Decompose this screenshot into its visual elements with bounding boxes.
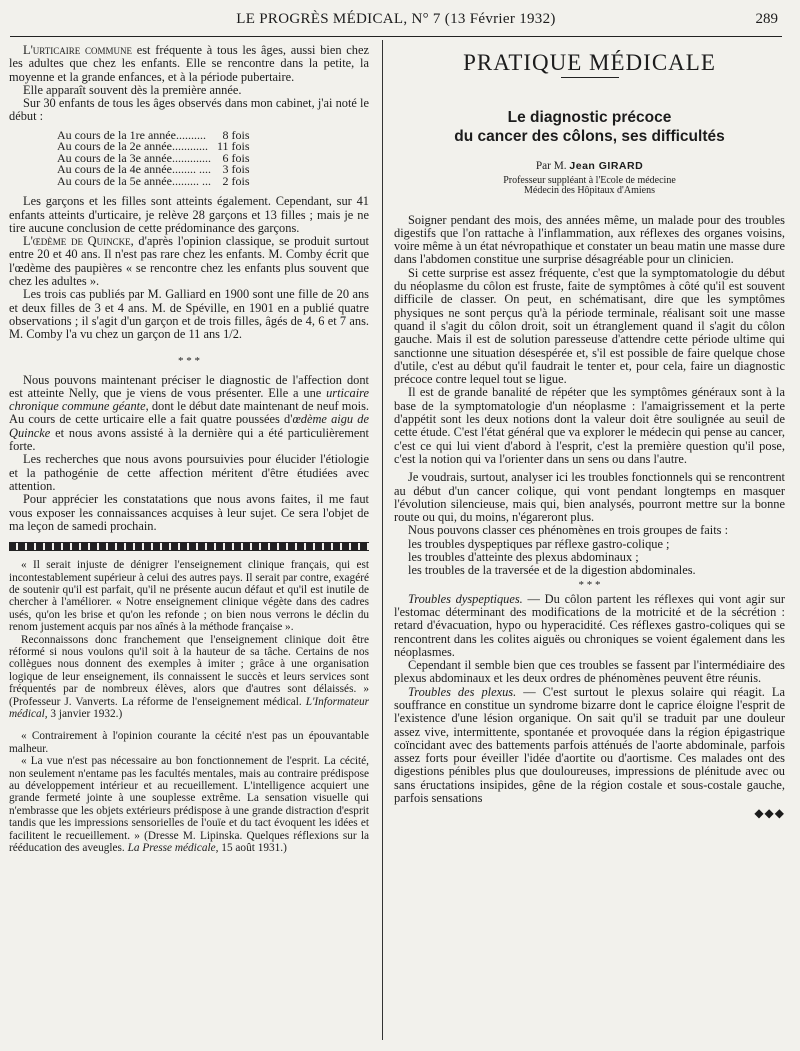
right-column bbox=[394, 50, 785, 821]
paragraph: Pour apprécier les constatations que nous avons faites, il me faut vous exposer les connaissances acquises à leur sujet. Ce sera l'objet de ma leçon de samedi prochain. bbox=[9, 492, 369, 533]
paragraph: Troubles dyspeptiques. — Du côlon partent les réflexes qui vont agir sur l'estomac déterminant des modifications de la motricité et de la sécrétion : retard d'évacuation, hypo ou hyperacidité. Ces réflexes gastro-coliques qui se rencontrent dans les colites aiguës ou chroniques se voient également dans les néoplasmes. bbox=[394, 591, 785, 659]
stats-count: 3 fois bbox=[222, 162, 250, 177]
stats-label: Au cours de la 2e année............ bbox=[57, 139, 208, 154]
author-name: Jean GIRARD bbox=[569, 160, 644, 173]
running-header bbox=[10, 8, 782, 37]
paragraph: Il est de grande banalité de répéter que les symptômes généraux sont à la base de la symptomatologie d'un néoplasme : l'amaigrissement et la perte d'appétit sont les deux notions dont la valeur doit être soulignée au seuil de cette étude. C'est l'état général que va explorer le médecin qui pense au cancer, c'est ce qui lui vient d'abord à l'esprit, c'est la première question qu'il pose, c'est la notion qui va l'orienter dans un sens ou dans l'autre. bbox=[394, 385, 785, 466]
stats-count: 11 fois bbox=[216, 139, 250, 154]
term-oedeme: L'œdème de Quincke, bbox=[23, 234, 134, 249]
paragraph: L'œdème de Quincke, d'après l'opinion classique, se produit surtout entre 20 et 40 ans. Il n'est pas rare chez les enfants. M. Comby écrit que l'œdème des paupières « se rencontre chez les enfants plus souvent que chez les adultes ». bbox=[9, 234, 369, 289]
paragraph: Sur 30 enfants de tous les âges observés dans mon cabinet, j'ai noté le début : bbox=[9, 96, 369, 124]
author-affiliation: Professeur suppléant à l'Ecole de médecine Médecin des Hôpitaux d'Amiens bbox=[503, 174, 676, 197]
term-urticaire: L'urticaire commune bbox=[23, 43, 132, 57]
paragraph: Elle apparaît souvent dès la première année. bbox=[23, 82, 242, 97]
symptom-group-list bbox=[394, 538, 785, 578]
column-divider bbox=[382, 40, 383, 1040]
onset-statistics-table bbox=[57, 127, 250, 188]
stats-count: 2 fois bbox=[222, 173, 250, 188]
paragraph: L'urticaire commune est fréquente à tous les âges, aussi bien chez les adultes que chez les enfants. Elle se rencontre dans la petite, la moyenne et la grande enfances, et à la période pubertaire. bbox=[9, 43, 370, 84]
paragraph: Si cette surprise est assez fréquente, c'est que la symptomatologie du début du néoplasme du côlon est fruste, faite de symptômes à côté qu'il est souvent difficile de classer. On peut, en schématisant, dire que les symptômes physiques ne sont perçus qu'à la période terminale, réalisant soit une masse quand il s'agit du côlon droit, soit un étranglement quand il s'agit du côlon gauche. Mais il est de solution paresseuse d'attendre cette période ultime qui sanctionne une situation désespérée et, s'il est possible de faire quelque chose d'utile, c'est au début qu'il faudrait le tenter et, pour cela, faire un diagnostic précoce contre lequel tout se ligue. bbox=[394, 265, 785, 387]
quote-paragraph: « Il serait injuste de dénigrer l'enseignement clinique français, qui est incontestablement supérieur à celui des autres pays. Il serait par contre, exagéré de soutenir qu'il est parfait, qu'il ne présente aucun défaut et qu'il est inutile de chercher à l'améliorer. « Notre enseignement clinique végète dans des cadres usés, qu'on les brise et qu'on les refonde ; on bien nous verrons le déclin du renom justement acquis par nos aînés à la méthode française ». bbox=[9, 559, 369, 634]
quotation-block bbox=[9, 559, 369, 854]
stats-label: Au cours de la 4e année........ .... bbox=[57, 162, 211, 177]
paragraph: Les garçons et les filles sont atteints également. Cependant, sur 41 enfants atteints d'urticaire, je relève 28 garçons et 13 filles ; mais je ne tire aucune conclusion de cette prédominance des garçons. bbox=[9, 194, 369, 235]
paragraph: Soigner pendant des mois, des années même, un malade pour des troubles digestifs que l'on rattache à l'inflammation, aux réflexes des organes voisins, voire même à un état névropathique et constater un beau matin une masse dure dans l'abdomen constitue une surprise désagréable pour un clinicien. bbox=[394, 212, 785, 267]
section-break-stars: * * * bbox=[178, 354, 200, 367]
subheading-dyspeptiques: Troubles dyspeptiques. bbox=[408, 591, 523, 606]
list-item: les troubles dyspeptiques par réflexe gastro-colique ; bbox=[408, 536, 670, 551]
ornamental-rule bbox=[9, 542, 369, 551]
list-item: les troubles d'atteinte des plexus abdominaux ; bbox=[408, 550, 639, 565]
paragraph: Les recherches que nous avons poursuivies pour élucider l'étiologie et la pathogénie de cette affection méritent d'être étudiées avec attention. bbox=[9, 452, 369, 493]
continuation-ornament: ◆◆◆ bbox=[754, 806, 785, 821]
section-rubric: PRATIQUE MÉDICALE bbox=[463, 50, 716, 75]
stats-label: Au cours de la 5e année......... ... bbox=[57, 173, 211, 188]
paragraph: Troubles des plexus. — C'est surtout le plexus solaire qui réagit. La souffrance en constitue un syndrome bizarre dont le caprice éloigne l'esprit de l'existence d'une lésion organique. On sait qu'il se traduit par une douleur assez vive, intermittente, spontanée et provoquée dans la région épigastrique coïncidant avec des battements parfois atténués de l'aorte abdominale, parfois assez forts pour éveiller l'idée d'aortite ou d'aortisme. Ces malades ont des digestions pénibles plus que douloureuses, impressions de plénitude avec ou sans éructations insipides, gêne de la région costale et sous-costale gauche, parfois sensations bbox=[394, 684, 785, 806]
rubric-underline bbox=[561, 77, 619, 78]
byline: Par M. Jean GIRARD bbox=[535, 160, 644, 173]
stats-count: 8 fois bbox=[222, 127, 250, 142]
article-title: Le diagnostic précoce du cancer des côlons, ses difficultés bbox=[454, 109, 725, 146]
page-number: 289 bbox=[755, 11, 778, 27]
list-item: les troubles de la traversée et de la digestion abdominales. bbox=[408, 563, 696, 578]
paragraph: Nous pouvons maintenant préciser le diagnostic de l'affection dont est atteinte Nelly, que je viens de vous présenter. Elle a une urticaire chronique commune géante, dont le début date maintenant de neuf mois. Au cours de cette urticaire elle a fait quatre poussées d'œdème aigu de Quincke et nous avons assisté à la dernière qui a été particulièrement forte. bbox=[9, 372, 369, 454]
subheading-plexus: Troubles des plexus. bbox=[408, 684, 517, 699]
stats-label: Au cours de la 1re année.......... bbox=[57, 127, 206, 142]
left-column bbox=[9, 44, 369, 854]
journal-title: LE PROGRÈS MÉDICAL, N° 7 (13 Février 1932) bbox=[236, 11, 556, 27]
paragraph: Je voudrais, surtout, analyser ici les troubles fonctionnels qui se rencontrent au début d'un cancer colique, qui vont pendant longtemps en masquer l'évolution silencieuse, mais qui, bien analysés, pourront mettre sur la bonne route ou qui, du moins, n'égareront plus. bbox=[394, 470, 785, 525]
stats-count: 6 fois bbox=[222, 150, 250, 165]
section-break-stars: * * * bbox=[578, 578, 601, 591]
quote-paragraph: Reconnaissons donc franchement que l'enseignement clinique doit être réformé si nous voulons qu'il soit à la hauteur de sa tâche. Certains de nos collègues nous donnent des exemples à imiter ; grâce à une organisation logique de leur enseignement, ils connaissent le succès et leurs services sont fréquentés par de nombreux élèves, alors que d'autres sont délaissés. » (Professeur J. Vanverts. La réforme de l'enseignement médical. L'Informateur médical, 3 janvier 1932.) bbox=[9, 633, 369, 720]
stats-label: Au cours de la 3e année............. bbox=[57, 150, 211, 165]
stats-row bbox=[57, 176, 250, 188]
quote-paragraph: « La vue n'est pas nécessaire au bon fonctionnement de l'esprit. La cécité, non seulement n'entame pas les facultés mentales, mais au contraire prédispose au développement intérieur et au recueillement. L'intelligence acquiert une grande fermeté jointe à une souplesse extrême. La sensation visuelle qui n'embrasse que les objets extérieurs prédispose à une grande distraction d'esprit tandis que les impressions sensorielles de l'ouïe et du tact évoquent les idées et facilitent le recueillement. » (Dresse M. Lipinska. Quelques réflexions sur la rééducation des aveugles. La Presse médicale, 15 août 1931.) bbox=[9, 755, 369, 855]
paragraph: Cependant il semble bien que ces troubles se fassent par l'intermédiaire des plexus abdominaux et les deux ordres de phénomènes peuvent être réunis. bbox=[394, 658, 785, 686]
quote-paragraph: « Contrairement à l'opinion courante la cécité n'est pas un épouvantable malheur. bbox=[9, 730, 369, 755]
paragraph: Nous pouvons classer ces phénomènes en trois groupes de faits : bbox=[408, 523, 729, 538]
paragraph: Les trois cas publiés par M. Galliard en 1900 sont une fille de 20 ans et deux filles de 3 et 4 ans. M. de Spéville, en 1901 en a publié quatre observations ; il s'agit d'un garçon et de trois filles, âgés de 4, 6 et 7 ans. M. Comby l'a vu chez un garçon de 11 ans 1/2. bbox=[9, 287, 369, 342]
